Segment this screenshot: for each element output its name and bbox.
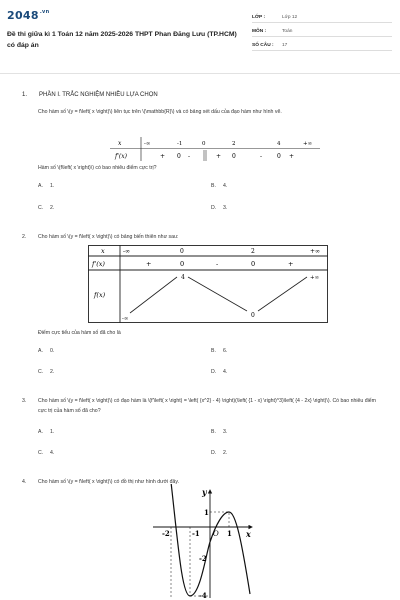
- meta-label: SỐ CÂU :: [252, 42, 274, 48]
- x-value: -∞: [144, 141, 151, 147]
- tick-label: -2: [199, 554, 207, 563]
- option-c[interactable]: [38, 369, 54, 375]
- sign: +: [146, 260, 152, 268]
- f-value: 0: [251, 312, 255, 319]
- option-c[interactable]: [38, 205, 54, 211]
- f-value: +∞: [310, 275, 320, 281]
- option-value: 1.: [50, 429, 55, 435]
- sign: -: [188, 153, 191, 160]
- x-value: 4: [277, 141, 281, 147]
- sign: +: [216, 153, 222, 160]
- option-value: 2.: [50, 205, 55, 211]
- option-a[interactable]: [38, 348, 54, 354]
- section-heading: [22, 92, 158, 98]
- question-3: [22, 396, 378, 416]
- question-text: Cho hàm số \(y = f\left( x \right)\) có bảng biến thiên như sau:: [38, 234, 179, 240]
- option-b[interactable]: [211, 348, 227, 354]
- option-value: 6.: [223, 348, 228, 354]
- row-label-function: f(x): [94, 291, 106, 299]
- sign: 0: [251, 260, 256, 268]
- option-key: B.: [211, 429, 216, 435]
- question-number: 2.: [22, 234, 27, 240]
- option-key: A.: [38, 348, 43, 354]
- option-key: C.: [38, 205, 44, 211]
- meta-row-subject: [252, 26, 392, 37]
- option-key: A.: [38, 429, 43, 435]
- option-value: 3.: [223, 429, 228, 435]
- tick-label: 1: [227, 529, 232, 538]
- option-value: 4.: [223, 183, 228, 189]
- meta-label: LỚP :: [252, 14, 266, 20]
- option-key: B.: [211, 183, 216, 189]
- sign: 0: [180, 260, 185, 268]
- section-title: PHẦN I. TRẮC NGHIỆM NHIỀU LỰA CHỌN: [39, 92, 158, 98]
- x-value: -∞: [123, 248, 131, 255]
- question-1-ask: [22, 163, 378, 173]
- option-value: 2.: [223, 450, 228, 456]
- sign: 0: [177, 153, 181, 160]
- option-value: 1.: [50, 183, 55, 189]
- option-b[interactable]: [211, 429, 227, 435]
- x-value: 0: [180, 248, 184, 255]
- option-d[interactable]: [211, 450, 227, 456]
- tick-label: -2: [162, 529, 170, 538]
- question-number: 3.: [22, 398, 27, 404]
- f-value: -∞: [122, 316, 129, 322]
- question-2-ask: [22, 328, 378, 338]
- origin-label: O: [213, 530, 219, 538]
- header-divider: [0, 73, 400, 74]
- question-ask: Hàm số \(f\left( x \right)\) có bao nhiêu điểm cực trị?: [38, 165, 157, 171]
- option-key: C.: [38, 369, 44, 375]
- sign: +: [160, 153, 166, 160]
- function-graph: [150, 484, 260, 600]
- option-value: 0.: [50, 348, 55, 354]
- option-c[interactable]: [38, 450, 54, 456]
- exam-title: Đề thi giữa kì 1 Toán 12 năm 2025-2026 THPT Phan Đăng Lưu (TP.HCM) có đáp án: [7, 31, 237, 49]
- tick-label: -4: [199, 591, 207, 600]
- option-value: 2.: [50, 369, 55, 375]
- option-value: 3.: [223, 205, 228, 211]
- section-number: 1.: [22, 92, 28, 98]
- sign: +: [289, 153, 295, 160]
- f-value: 4: [181, 274, 185, 281]
- tick-label: 1: [204, 508, 209, 517]
- sign: +: [288, 260, 294, 268]
- sign-table: [110, 136, 320, 162]
- option-key: D.: [211, 369, 217, 375]
- sign: 0: [277, 153, 281, 160]
- question-number: 4.: [22, 479, 27, 485]
- option-key: C.: [38, 450, 44, 456]
- x-value: 2: [251, 248, 255, 255]
- row-label-x: x: [101, 247, 105, 255]
- x-value: 2: [232, 141, 236, 147]
- question-2: [22, 232, 378, 242]
- sign: -: [260, 153, 263, 160]
- site-logo[interactable]: $2048^{.vn}$: [7, 9, 50, 22]
- sign: 0: [232, 153, 236, 160]
- sign: -: [216, 260, 219, 268]
- option-value: 4.: [223, 369, 228, 375]
- axis-label-x: x: [246, 529, 251, 539]
- graph-curve: [171, 484, 250, 596]
- option-d[interactable]: [211, 369, 227, 375]
- meta-row-class: [252, 12, 392, 23]
- option-key: D.: [211, 205, 217, 211]
- option-a[interactable]: [38, 183, 54, 189]
- x-value: +∞: [303, 141, 313, 147]
- option-key: D.: [211, 450, 217, 456]
- exam-meta: [252, 12, 392, 54]
- question-text: Cho hàm số \(y = f\left( x \right)\) có đồ thị như hình dưới đây.: [38, 479, 180, 485]
- row-label-derivative: f'(x): [115, 153, 127, 160]
- row-label-x: x: [118, 140, 122, 147]
- meta-value: Lớp 12: [282, 14, 298, 20]
- meta-value: 17: [282, 42, 288, 48]
- option-key: B.: [211, 348, 216, 354]
- tick-label: -1: [192, 529, 200, 538]
- variation-table: [88, 245, 328, 323]
- option-a[interactable]: [38, 429, 54, 435]
- meta-value: Toán: [282, 28, 293, 34]
- meta-row-count: [252, 40, 392, 51]
- meta-label: MÔN :: [252, 28, 267, 34]
- x-value: -1: [177, 141, 183, 147]
- row-label-derivative: f'(x): [92, 260, 105, 268]
- x-value: +∞: [310, 248, 321, 255]
- option-b[interactable]: [211, 183, 227, 189]
- option-value: 4.: [50, 450, 55, 456]
- option-d[interactable]: [211, 205, 227, 211]
- question-ask: Điểm cực tiểu của hàm số đã cho là: [38, 330, 121, 336]
- option-key: A.: [38, 183, 43, 189]
- axis-label-y: y: [202, 487, 207, 497]
- question-text: Cho hàm số \(y = f\left( x \right)\) có đạo hàm là \(f'\left( x \right) = \left( {x^2} - 4) \right)(\left( {1 - x} \right)^3)\left( {4 - 2x} \right)\). Có bao nhiêu điểm cực trị của hàm số đã cho?: [38, 398, 376, 414]
- question-text: Cho hàm số \(y = f\left( x \right)\) liên tục trên \(\mathbb{R}\) và có bảng xét dấu của đạo hàm như hình vẽ.: [38, 109, 282, 115]
- x-value: 0: [202, 141, 206, 147]
- question-1: [22, 107, 378, 117]
